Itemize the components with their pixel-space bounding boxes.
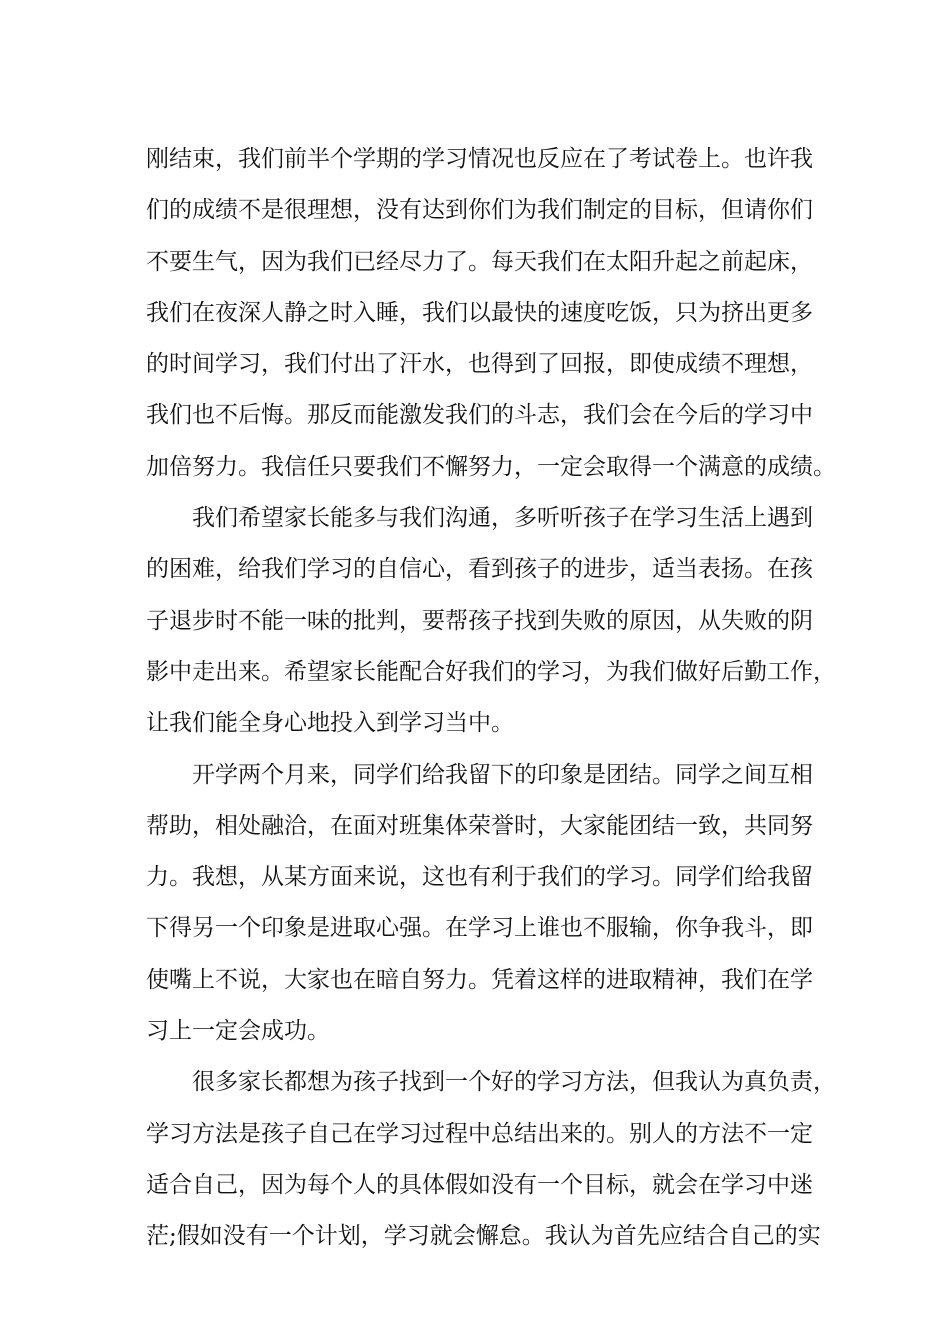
text-line: 影中走出来。希望家长能配合好我们的学习，为我们做好后勤工作， <box>146 658 836 685</box>
text-line: 不要生气，因为我们已经尽力了。每天我们在太阳升起之前起床， <box>146 248 813 275</box>
document-body <box>146 134 836 1263</box>
text-line: 让我们能全身心地投入到学习当中。 <box>146 710 514 737</box>
text-line: 很多家长都想为孩子找到一个好的学习方法，但我认为真负责， <box>192 1069 836 1096</box>
paragraph <box>146 750 828 1058</box>
text-line: 刚结束，我们前半个学期的学习情况也反应在了考试卷上。也许我 <box>146 146 813 172</box>
text-line: 习上一定会成功。 <box>146 1018 330 1045</box>
text-line: 的困难，给我们学习的自信心，看到孩子的进步，适当表扬。在孩 <box>146 556 813 583</box>
text-line: 开学两个月来，同学们给我留下的印象是团结。同学之间互相 <box>192 761 813 788</box>
text-line: 我们希望家长能多与我们沟通，多听听孩子在学习生活上遇到 <box>192 505 813 532</box>
text-line: 的时间学习，我们付出了汗水，也得到了回报，即使成绩不理想， <box>146 351 813 378</box>
text-line: 加倍努力。我信任只要我们不懈努力，一定会取得一个满意的成绩。 <box>146 453 836 480</box>
text-line: 力。我想，从某方面来说，这也有利于我们的学习。同学们给我留 <box>146 864 813 891</box>
text-line: 学习方法是孩子自己在学习过程中总结出来的。别人的方法不一定 <box>146 1120 813 1147</box>
text-line: 下得另一个印象是进取心强。在学习上谁也不服输，你争我斗，即 <box>146 915 813 942</box>
text-line: 适合自己，因为每个人的具体假如没有一个目标，就会在学习中迷 <box>146 1171 813 1198</box>
text-line: 我们在夜深人静之时入睡，我们以最快的速度吃饭，只为挤出更多 <box>146 299 813 326</box>
text-line: 茫;假如没有一个计划，学习就会懈怠。我认为首先应结合自己的实 <box>146 1223 821 1250</box>
text-line: 子退步时不能一味的批判，要帮孩子找到失败的原因，从失败的阴 <box>146 607 813 634</box>
paragraph <box>146 1057 836 1262</box>
paragraph <box>146 134 836 493</box>
paragraph <box>146 493 836 749</box>
text-line: 我们也不后悔。那反而能激发我们的斗志，我们会在今后的学习中 <box>146 402 813 429</box>
text-line: 帮助，相处融洽，在面对班集体荣誉时，大家能团结一致，共同努 <box>146 812 813 839</box>
text-line: 使嘴上不说，大家也在暗自努力。凭着这样的进取精神，我们在学 <box>146 966 813 993</box>
text-line: 们的成绩不是很理想，没有达到你们为我们制定的目标，但请你们 <box>146 197 813 224</box>
